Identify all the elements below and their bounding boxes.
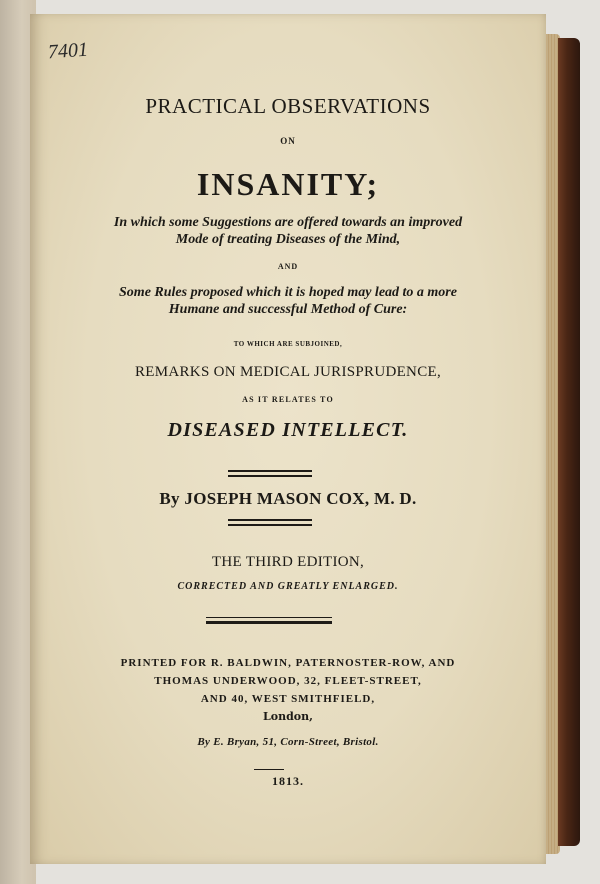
printer-line-3: AND 40, WEST SMITHFIELD,: [200, 693, 376, 705]
subtitle-1-line-2: Mode of treating Diseases of the Mind,: [175, 232, 401, 247]
diseased-intellect-line: DISEASED INTELLECT.: [167, 419, 409, 441]
short-rule: [254, 769, 284, 770]
double-rule-bottom: [228, 519, 312, 526]
author-line: By JOSEPH MASON COX, M. D.: [159, 489, 417, 508]
relates-line: AS IT RELATES TO: [242, 395, 334, 404]
leather-cover-edge: [558, 38, 580, 846]
title-page: [30, 14, 546, 864]
remarks-line: REMARKS ON MEDICAL JURISPRUDENCE,: [134, 364, 442, 380]
subtitle-1-line-1: In which some Suggestions are offered towards an improved: [113, 215, 463, 230]
subtitle-2: [30, 284, 546, 318]
bryan-line: By E. Bryan, 51, Corn-Street, Bristol.: [197, 736, 379, 748]
double-rule-top: [228, 470, 312, 477]
subtitle-2-line-1: Some Rules proposed which it is hoped may lead to a more: [119, 285, 457, 300]
thick-rule: [206, 617, 332, 624]
edition-line: THE THIRD EDITION,: [211, 554, 365, 570]
imprint-block: [30, 654, 546, 726]
connector-and: AND: [277, 262, 299, 271]
title-line-1: PRACTICAL OBSERVATIONS: [145, 94, 431, 118]
subjoined-line: TO WHICH ARE SUBJOINED,: [233, 340, 343, 348]
corrected-line: CORRECTED AND GREATLY ENLARGED.: [177, 581, 399, 592]
main-title: INSANITY;: [196, 166, 380, 202]
printer-line-1: PRINTED FOR R. BALDWIN, PATERNOSTER-ROW, AND: [120, 657, 456, 669]
city-line: London,: [263, 710, 313, 723]
year-line: 1813.: [272, 774, 304, 788]
title-line-2: ON: [280, 136, 296, 146]
subtitle-2-line-2: Humane and successful Method of Cure:: [168, 302, 408, 317]
subtitle-1: [30, 214, 546, 248]
printer-line-2: THOMAS UNDERWOOD, 32, FLEET-STREET,: [154, 675, 422, 687]
handwritten-catalog-number: 7401: [47, 38, 89, 64]
